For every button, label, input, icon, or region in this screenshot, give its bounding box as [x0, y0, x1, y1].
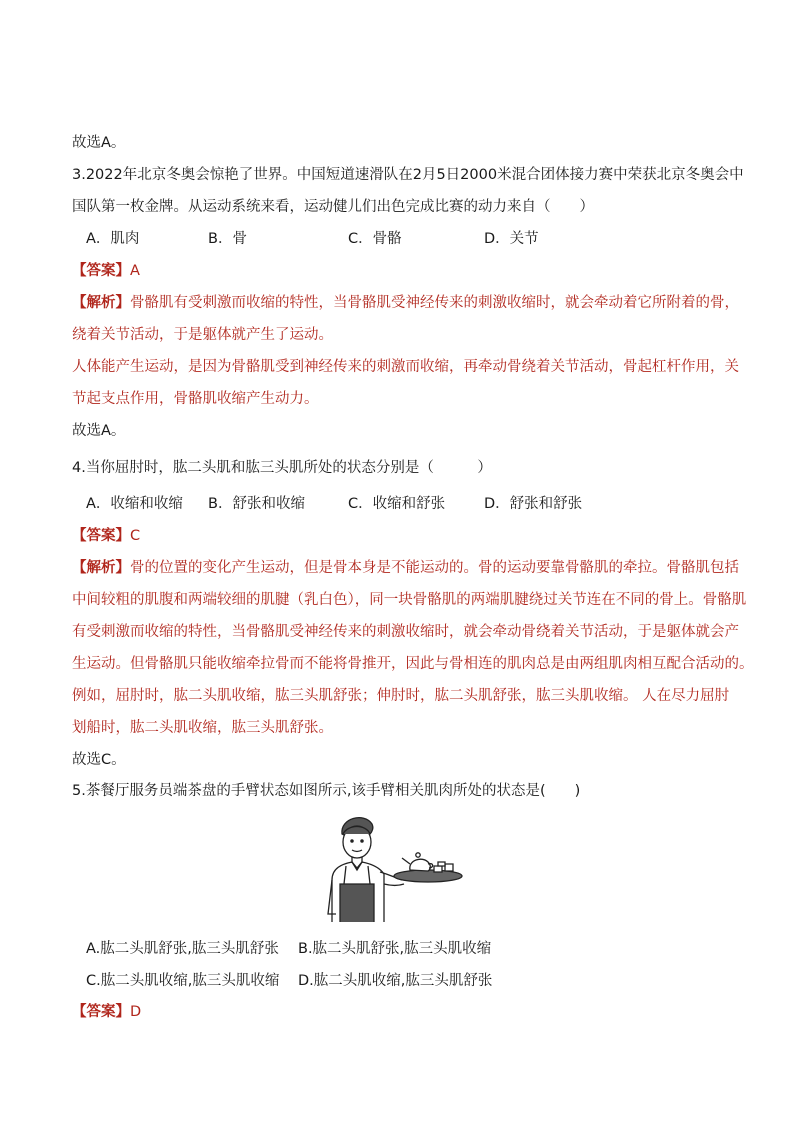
option-b: B．舒张和收缩: [208, 496, 305, 512]
analysis-line-4: 生运动。但骨骼肌只能收缩牵拉骨而不能将骨推开，因此与骨相连的肌肉总是由两组肌肉相互配合活动的。: [72, 656, 754, 672]
option-a: A.肱二头肌舒张,肱三头肌舒张: [86, 941, 279, 957]
question-5-stem: 5.茶餐厅服务员端茶盘的手臂状态如图所示,该手臂相关肌肉所处的状态是( ): [72, 783, 581, 799]
option-b: B．骨: [208, 231, 247, 247]
analysis-line-1: 【解析】骨骼肌有受刺激而收缩的特性，当骨骼肌受神经传来的刺激收缩时，就会牵动着它所附着的骨，: [72, 295, 739, 311]
option-d: D.肱二头肌收缩,肱三头肌舒张: [298, 973, 493, 989]
analysis-line-2: 中间较粗的肌腹和两端较细的肌腱（乳白色），同一块骨骼肌的两端肌腱绕过关节连在不同的骨上。骨骼肌: [72, 592, 747, 608]
answer-value: D: [130, 1004, 142, 1020]
option-d: D．关节: [484, 231, 539, 247]
option-c: C．收缩和舒张: [348, 496, 446, 512]
conclusion-text: 故选C。: [72, 752, 126, 768]
option-c: C．骨骼: [348, 231, 402, 247]
answer-value: C: [130, 528, 141, 544]
answer-label: 【答案】: [72, 263, 130, 279]
answer-value: A: [130, 263, 140, 279]
analysis-line-2: 绕着关节活动，于是躯体就产生了运动。: [72, 327, 333, 343]
analysis-line-1: 【解析】骨的位置的变化产生运动，但是骨本身是不能运动的。骨的运动要靠骨骼肌的牵拉。骨骼肌包括: [72, 560, 739, 576]
answer-label: 【答案】: [72, 528, 130, 544]
answer-line: [72, 1002, 141, 1022]
option-b: B.肱二头肌舒张,肱三头肌收缩: [298, 941, 492, 957]
analysis-line-5: 例如，屈肘时，肱二头肌收缩，肱三头肌舒张；伸肘时，肱二头肌舒张，肱三头肌收缩。 人在尽力屈肘: [72, 688, 730, 704]
analysis-line-6: 划船时，肱二头肌收缩，肱三头肌舒张。: [72, 720, 333, 736]
conclusion-text: 故选A。: [72, 423, 126, 439]
option-a: A．肌肉: [86, 231, 140, 247]
question-3-stem-line-1: 3.2022年北京冬奥会惊艳了世界。中国短道速滑队在2月5日2000米混合团体接力赛中荣获北京冬奥会中: [72, 167, 744, 183]
answer-line: [72, 261, 140, 281]
analysis-line-4: 节起支点作用，骨骼肌收缩产生动力。: [72, 391, 319, 407]
option-c: C.肱二头肌收缩,肱三头肌收缩: [86, 973, 280, 989]
option-a: A．收缩和收缩: [86, 496, 183, 512]
analysis-line-3: 有受刺激而收缩的特性，当骨骼肌受神经传来的刺激收缩时，就会牵动骨绕着关节活动，于是躯体就会产: [72, 624, 739, 640]
analysis-label: 【解析】: [72, 295, 130, 311]
option-d: D．舒张和舒张: [484, 496, 583, 512]
analysis-label: 【解析】: [72, 560, 130, 576]
question-3-stem-line-2: 国队第一枚金牌。从运动系统来看，运动健儿们出色完成比赛的动力来自（ ）: [72, 199, 594, 215]
waiter-holding-tray-icon: [318, 810, 468, 925]
question-4-stem: 4.当你屈肘时，肱二头肌和肱三头肌所处的状态分别是（ ）: [72, 460, 492, 476]
answer-line: [72, 526, 140, 546]
analysis-line-3: 人体能产生运动，是因为骨骼肌受到神经传来的刺激而收缩，再牵动骨绕着关节活动，骨起杠杆作用，关: [72, 359, 739, 375]
answer-label: 【答案】: [72, 1004, 130, 1020]
conclusion-text: 故选A。: [72, 135, 126, 151]
